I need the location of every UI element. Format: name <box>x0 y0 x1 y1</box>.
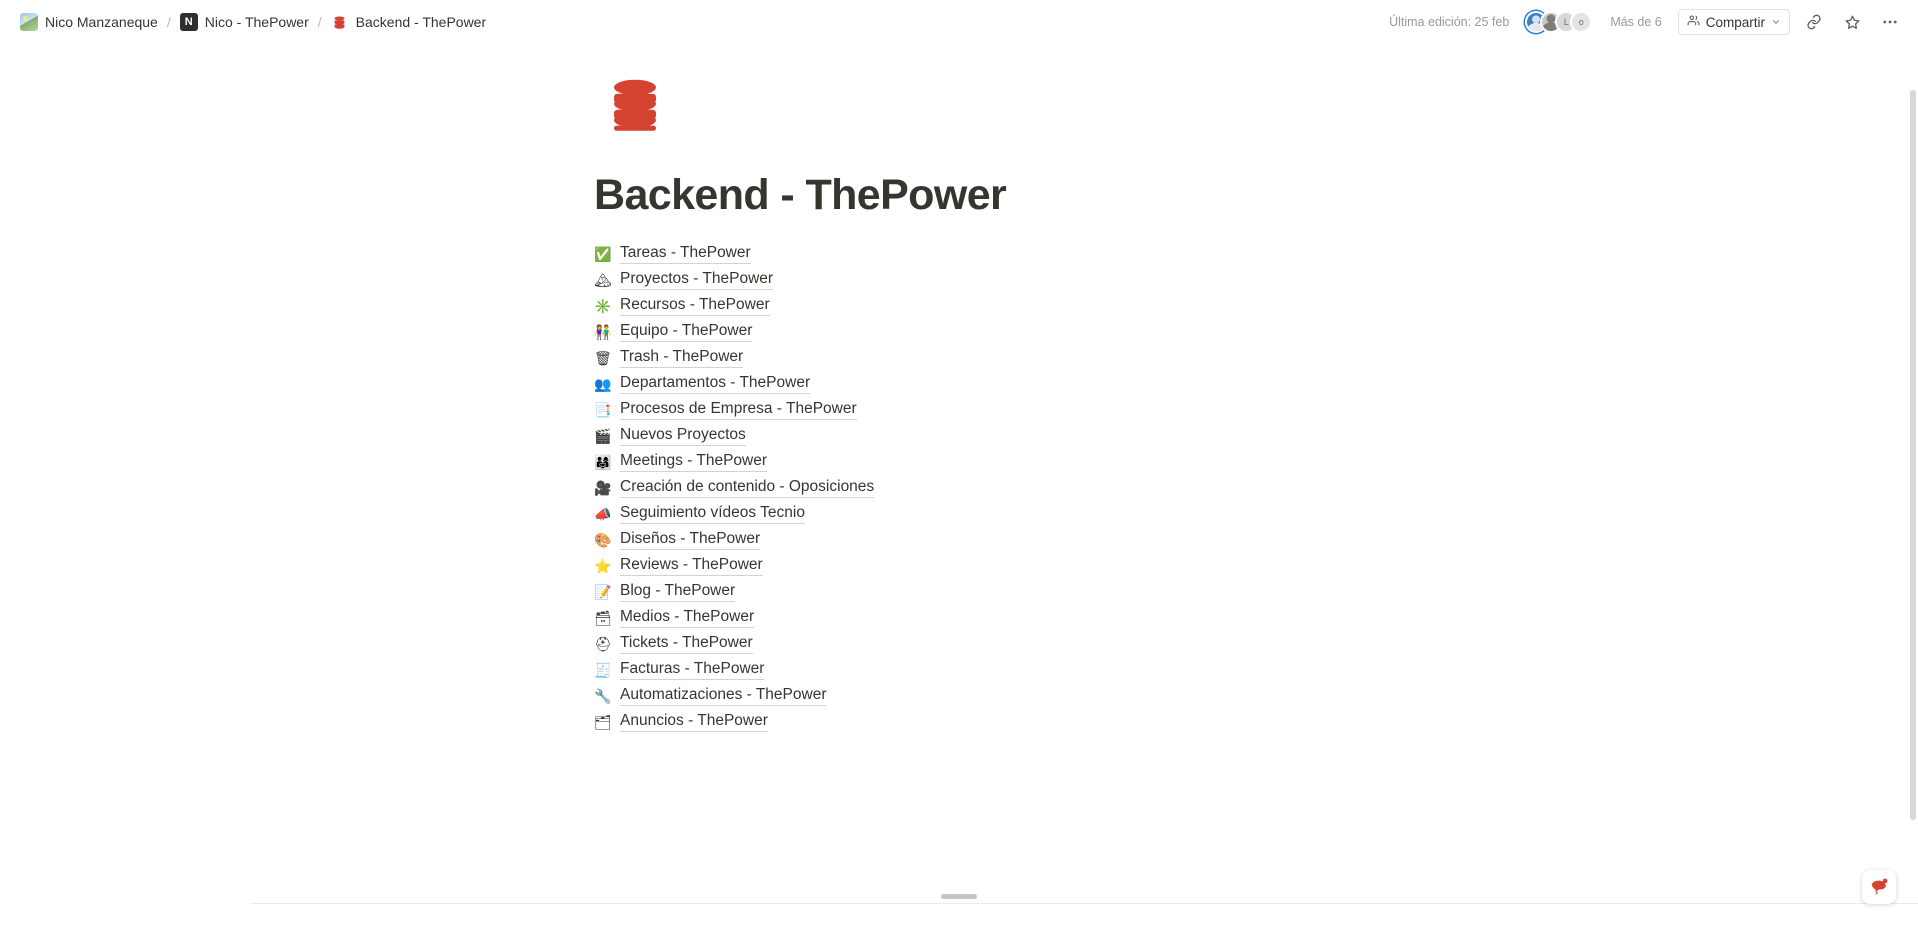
help-bubble-icon[interactable] <box>1862 870 1896 904</box>
divider <box>250 903 1918 904</box>
list-item-label: Anuncios - ThePower <box>620 712 768 732</box>
breadcrumb-label: Backend - ThePower <box>355 14 487 30</box>
list-item-label: Procesos de Empresa - ThePower <box>620 400 857 420</box>
breadcrumb-label: Nico Manzaneque <box>45 14 158 30</box>
vertical-scrollbar[interactable] <box>1910 90 1916 820</box>
item-emoji-icon: 👨‍👩‍👧 <box>594 454 612 471</box>
list-item-label: Meetings - ThePower <box>620 452 767 472</box>
avatar[interactable]: L <box>1555 11 1577 33</box>
photo-avatar-icon <box>20 13 38 31</box>
link-icon[interactable] <box>1800 8 1828 36</box>
item-emoji-icon: 🗃 <box>594 610 612 627</box>
page-icon-database-icon[interactable] <box>596 68 674 146</box>
list-item-label: Equipo - ThePower <box>620 322 752 342</box>
list-item-label: Facturas - ThePower <box>620 660 764 680</box>
item-emoji-icon: 👥 <box>594 376 612 393</box>
breadcrumb-label: Nico - ThePower <box>204 14 309 30</box>
page-content <box>0 44 1918 735</box>
list-item[interactable] <box>582 475 882 501</box>
list-item[interactable] <box>582 371 818 397</box>
list-item[interactable] <box>582 553 771 579</box>
list-item[interactable] <box>582 241 759 267</box>
more-members-label[interactable]: Más de 6 <box>1610 15 1662 29</box>
item-emoji-icon: 🎬 <box>594 428 612 445</box>
item-emoji-icon: 🗑 <box>594 350 612 367</box>
page-body <box>0 44 1918 926</box>
chevron-down-icon <box>1771 15 1781 30</box>
list-item[interactable] <box>582 423 754 449</box>
item-emoji-icon: 🎥 <box>594 480 612 497</box>
breadcrumb <box>14 10 492 34</box>
dark-square-icon: N <box>180 13 198 31</box>
list-item[interactable] <box>582 345 751 371</box>
item-emoji-icon: 📑 <box>594 402 612 419</box>
breadcrumb-separator: / <box>317 14 322 30</box>
list-item[interactable] <box>582 267 781 293</box>
top-bar-actions <box>1383 8 1904 36</box>
list-item[interactable] <box>582 449 775 475</box>
item-emoji-icon: ⭐ <box>594 558 612 575</box>
list-item-label: Departamentos - ThePower <box>620 374 810 394</box>
item-emoji-icon: ✅ <box>594 246 612 263</box>
star-icon[interactable] <box>1838 8 1866 36</box>
list-item-label: Medios - ThePower <box>620 608 754 628</box>
database-icon <box>331 13 349 31</box>
list-item[interactable] <box>582 527 768 553</box>
list-item-label: Seguimiento vídeos Tecnio <box>620 504 805 524</box>
list-item-label: Tickets - ThePower <box>620 634 753 654</box>
page-title[interactable]: Backend - ThePower <box>594 171 1007 219</box>
page-link-list <box>594 241 1918 735</box>
list-item[interactable] <box>582 501 813 527</box>
list-item[interactable] <box>582 683 834 709</box>
breadcrumb-separator: / <box>166 14 171 30</box>
list-item-label: Nuevos Proyectos <box>620 426 746 446</box>
collaborator-facepile[interactable] <box>1525 11 1592 33</box>
list-item-label: Blog - ThePower <box>620 582 735 602</box>
list-item-label: Creación de contenido - Oposiciones <box>620 478 874 498</box>
item-emoji-icon: 👫 <box>594 324 612 341</box>
list-item[interactable] <box>582 631 761 657</box>
item-emoji-icon: 🎨 <box>594 532 612 549</box>
share-button[interactable] <box>1678 9 1790 35</box>
item-emoji-icon: 🔧 <box>594 688 612 705</box>
list-item[interactable] <box>582 293 778 319</box>
list-item-label: Reviews - ThePower <box>620 556 763 576</box>
list-item[interactable] <box>582 709 776 735</box>
item-emoji-icon: 🧾 <box>594 662 612 679</box>
item-emoji-icon: 🏔 <box>594 272 612 289</box>
ellipsis-icon[interactable] <box>1876 8 1904 36</box>
list-item[interactable] <box>582 605 762 631</box>
item-emoji-icon: ⛑ <box>594 636 612 653</box>
breadcrumb-item-workspace[interactable] <box>14 10 164 34</box>
horizontal-scrollbar[interactable] <box>941 894 977 899</box>
breadcrumb-item-parent[interactable] <box>174 10 315 34</box>
list-item-label: Automatizaciones - ThePower <box>620 686 826 706</box>
list-item-label: Recursos - ThePower <box>620 296 770 316</box>
item-emoji-icon: ✳️ <box>594 298 612 315</box>
list-item-label: Proyectos - ThePower <box>620 270 773 290</box>
item-emoji-icon: 📝 <box>594 584 612 601</box>
last-edited-label[interactable]: Última edición: 25 feb <box>1389 15 1510 29</box>
list-item[interactable] <box>582 319 760 345</box>
list-item-label: Diseños - ThePower <box>620 530 760 550</box>
list-item-label: Trash - ThePower <box>620 348 743 368</box>
list-item-label: Tareas - ThePower <box>620 244 751 264</box>
share-button-label: Compartir <box>1705 14 1765 30</box>
avatar[interactable]: o <box>1570 11 1592 33</box>
item-emoji-icon: 📣 <box>594 506 612 523</box>
list-item[interactable] <box>582 579 743 605</box>
list-item[interactable] <box>582 657 772 683</box>
people-icon <box>1687 14 1700 30</box>
top-bar <box>0 0 1918 44</box>
breadcrumb-item-current[interactable] <box>325 10 492 34</box>
item-emoji-icon: 🗂 <box>594 714 612 731</box>
list-item[interactable] <box>582 397 865 423</box>
